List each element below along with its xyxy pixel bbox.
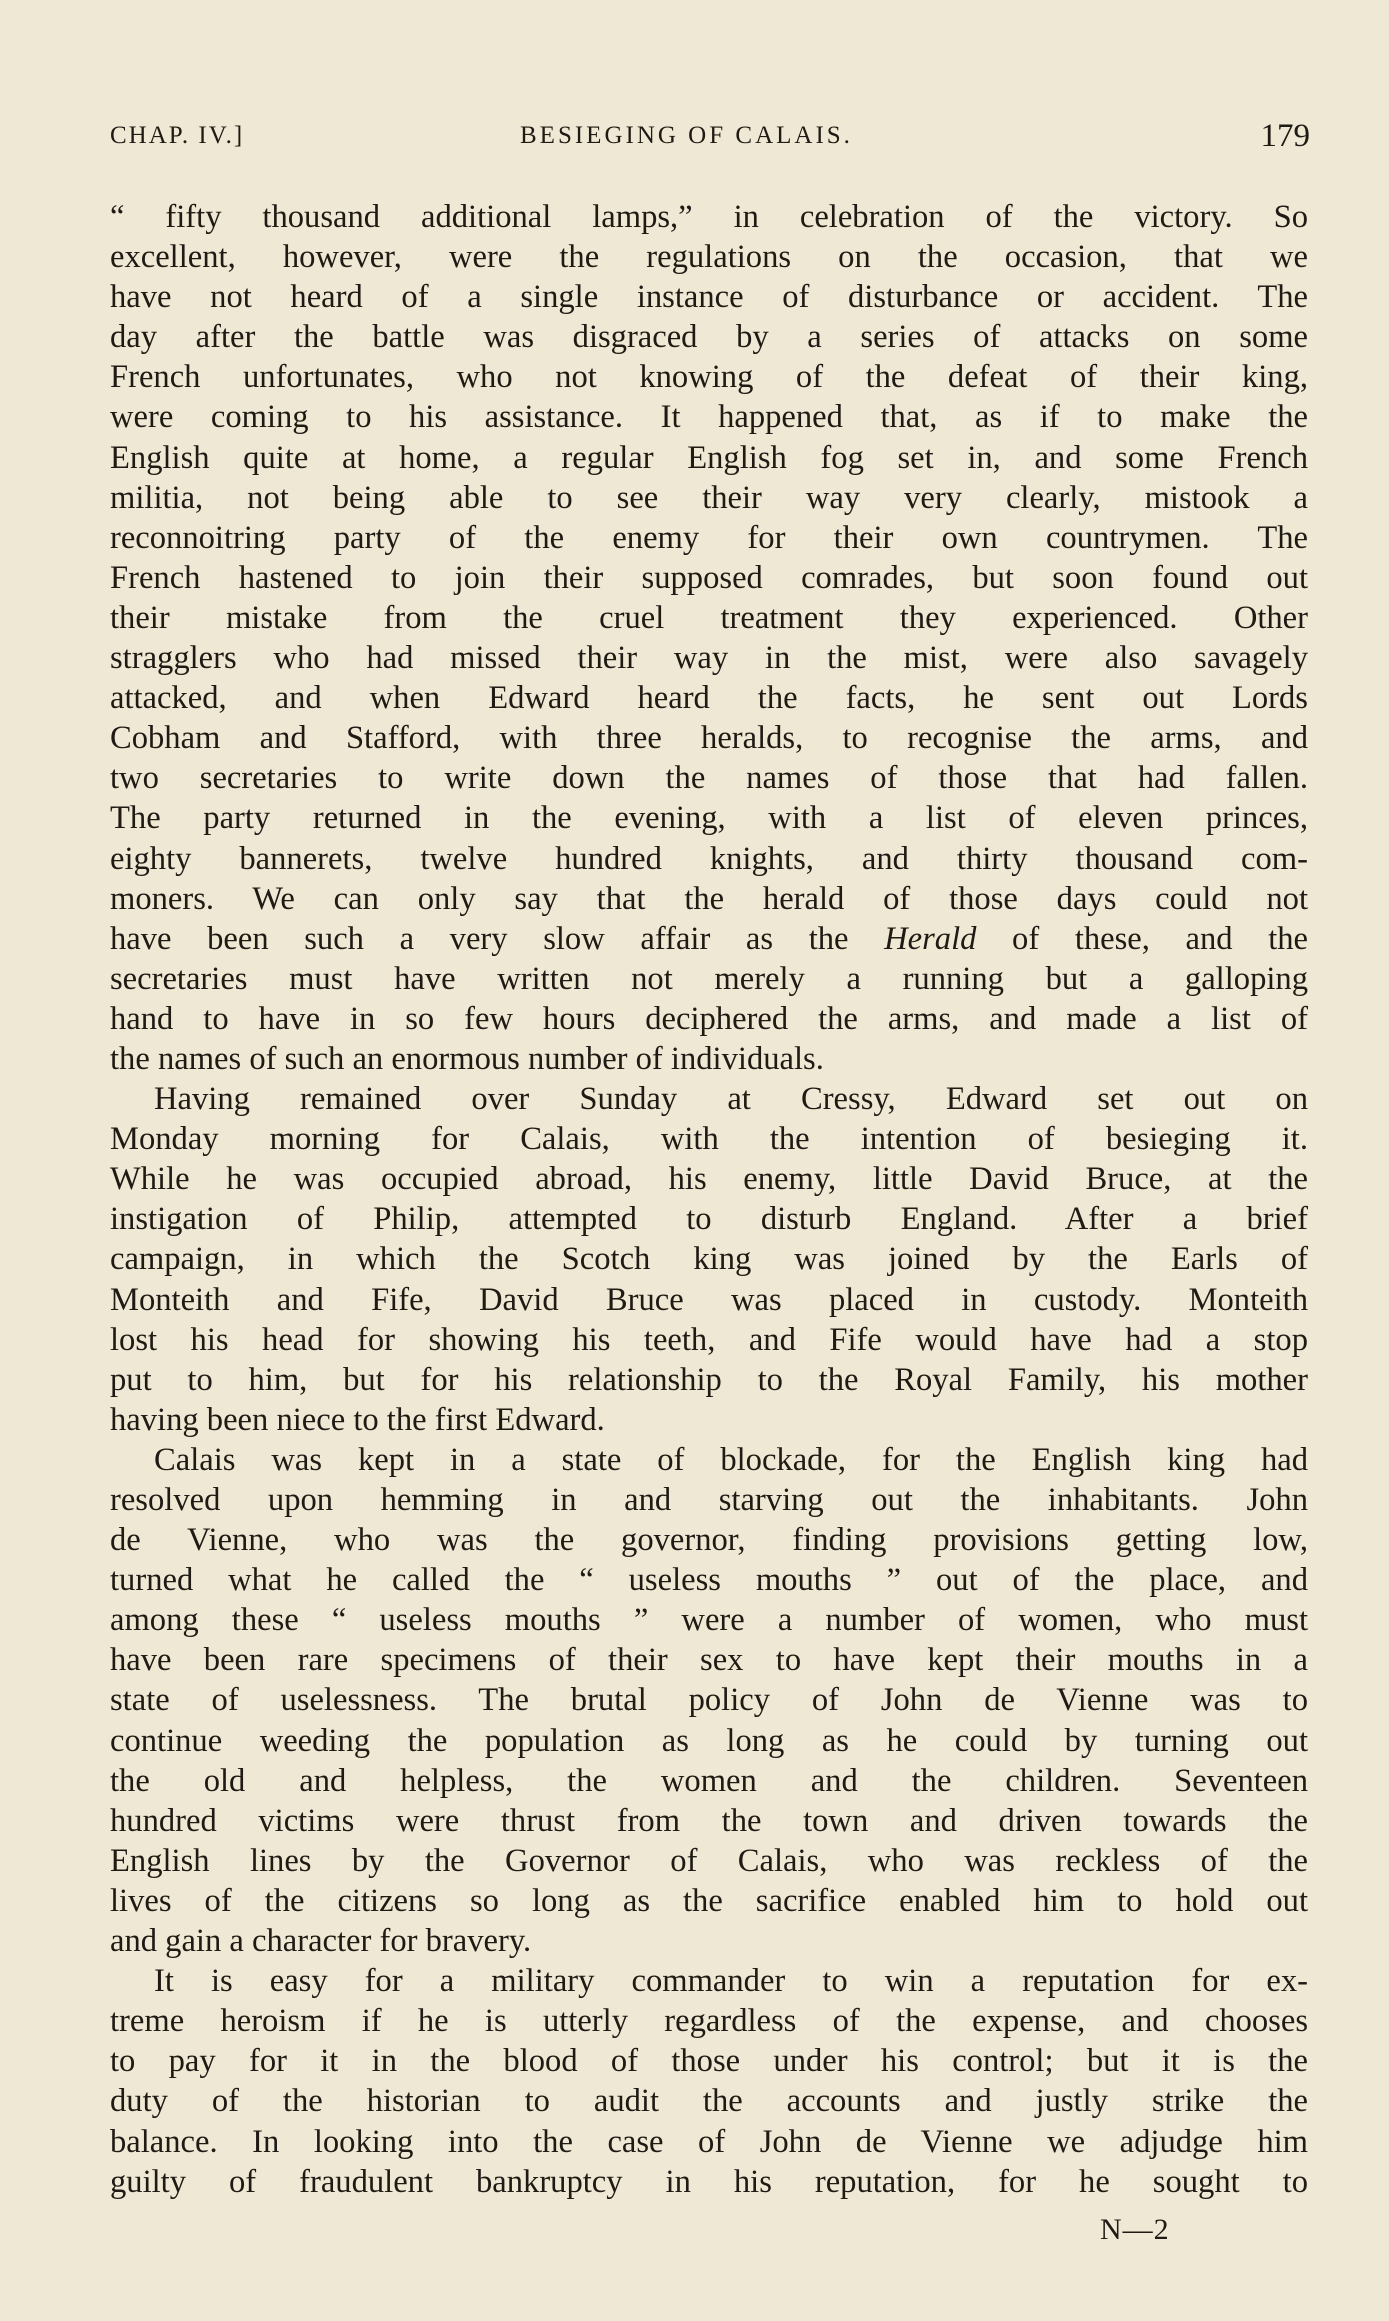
text-line: Monday morning for Calais, with the intention of besieging it.: [110, 1121, 1308, 1158]
body-text: [110, 197, 1308, 2202]
text-line: resolved upon hemming in and starving out the inhabitants. John: [110, 1482, 1308, 1518]
text-line: hundred victims were thrust from the town and driven towards the: [110, 1802, 1308, 1839]
text-line: Cobham and Stafford, with three heralds, to recognise the arms, and: [110, 720, 1308, 757]
text-line: instigation of Philip, attempted to disturb England. After a brief: [110, 1201, 1308, 1238]
text-line: day after the battle was disgraced by a series of attacks on some: [110, 319, 1308, 356]
text-line: put to him, but for his relationship to the Royal Family, his mother: [110, 1361, 1308, 1398]
text-line: Calais was kept in a state of blockade, for the English king had: [154, 1441, 1308, 1478]
text-line: having been niece to the first Edward.: [110, 1401, 605, 1438]
text-line: were coming to his assistance. It happened that, as if to make the: [110, 399, 1308, 436]
text-line: two secretaries to write down the names of those that had fallen.: [110, 760, 1308, 797]
text-line: French hastened to join their supposed comrades, but soon found out: [110, 559, 1308, 596]
text-line: hand to have in so few hours deciphered the arms, and made a list of: [110, 1000, 1308, 1037]
text-line: guilty of fraudulent bankruptcy in his reputation, for he sought to: [110, 2163, 1308, 2200]
text-line: moners. We can only say that the herald of those days could not: [110, 880, 1308, 917]
text-line: to pay for it in the blood of those under his control; but it is the: [110, 2043, 1308, 2080]
text-line: The party returned in the evening, with a list of eleven princes,: [110, 800, 1308, 837]
paragraph-4: [110, 1961, 1308, 2202]
text-line: among these “ useless mouths ” were a number of women, who must: [110, 1602, 1308, 1639]
page-number: 179: [1260, 118, 1310, 154]
text-line: treme heroism if he is utterly regardless of the expense, and chooses: [110, 2003, 1308, 2040]
text-line: Monteith and Fife, David Bruce was placed in custody. Monteith: [110, 1281, 1308, 1318]
text-line: “ fifty thousand additional lamps,” in celebration of the victory. So: [110, 199, 1308, 235]
text-line: balance. In looking into the case of John de Vienne we adjudge him: [110, 2123, 1308, 2160]
text-line: militia, not being able to see their way very clearly, mistook a: [110, 479, 1308, 516]
text-line: have been rare specimens of their sex to have kept their mouths in a: [110, 1642, 1308, 1679]
text-line: the names of such an enormous number of individuals.: [110, 1040, 824, 1077]
text-line: Having remained over Sunday at Cressy, Edward set out on: [154, 1081, 1308, 1118]
running-header: [110, 118, 1310, 158]
text-line: While he was occupied abroad, his enemy, little David Bruce, at the: [110, 1161, 1308, 1198]
paragraph-3: [110, 1440, 1308, 1961]
text-line: continue weeding the population as long as he could by turning out: [110, 1722, 1308, 1759]
text-line-with-italic: [110, 919, 1308, 959]
text-line: campaign, in which the Scotch king was joined by the Earls of: [110, 1241, 1308, 1278]
text-line: duty of the historian to audit the accounts and justly strike the: [110, 2083, 1308, 2120]
text-line: eighty bannerets, twelve hundred knights, and thirty thousand com-: [110, 840, 1308, 877]
text-line: English quite at home, a regular English fog set in, and some French: [110, 439, 1308, 476]
text-line: de Vienne, who was the governor, finding provisions getting low,: [110, 1522, 1308, 1559]
text-line: state of uselessness. The brutal policy of John de Vienne was to: [110, 1682, 1308, 1719]
printer-signature-mark: N—2: [1100, 2213, 1170, 2246]
paragraph-1: [110, 197, 1308, 1079]
chapter-label: CHAP. IV.]: [110, 122, 245, 149]
text-line: reconnoitring party of the enemy for their own countrymen. The: [110, 519, 1308, 556]
text-line: stragglers who had missed their way in the mist, were also savagely: [110, 640, 1308, 677]
text-line: the old and helpless, the women and the children. Seventeen: [110, 1762, 1308, 1799]
italic-word: Herald: [884, 920, 977, 957]
text-line: lives of the citizens so long as the sacrifice enabled him to hold out: [110, 1882, 1308, 1919]
text-line: excellent, however, were the regulations on the occasion, that we: [110, 239, 1308, 276]
text-line: It is easy for a military commander to win a reputation for ex-: [154, 1963, 1308, 2000]
text-line: and gain a character for bravery.: [110, 1923, 532, 1960]
text-line: secretaries must have written not merely a running but a galloping: [110, 960, 1308, 997]
text-line: have not heard of a single instance of disturbance or accident. The: [110, 279, 1308, 316]
text-line: English lines by the Governor of Calais, who was reckless of the: [110, 1842, 1308, 1879]
text-segment: have been such a very slow affair as the: [110, 920, 885, 957]
section-title: BESIEGING OF CALAIS.: [520, 122, 853, 149]
text-segment: of these, and the: [976, 920, 1308, 957]
text-line: turned what he called the “ useless mouths ” out of the place, and: [110, 1562, 1308, 1599]
text-line: attacked, and when Edward heard the facts, he sent out Lords: [110, 680, 1308, 717]
text-line: their mistake from the cruel treatment they experienced. Other: [110, 599, 1308, 636]
text-line: lost his head for showing his teeth, and Fife would have had a stop: [110, 1321, 1308, 1358]
text-line: French unfortunates, who not knowing of the defeat of their king,: [110, 359, 1308, 396]
paragraph-2: [110, 1079, 1308, 1440]
